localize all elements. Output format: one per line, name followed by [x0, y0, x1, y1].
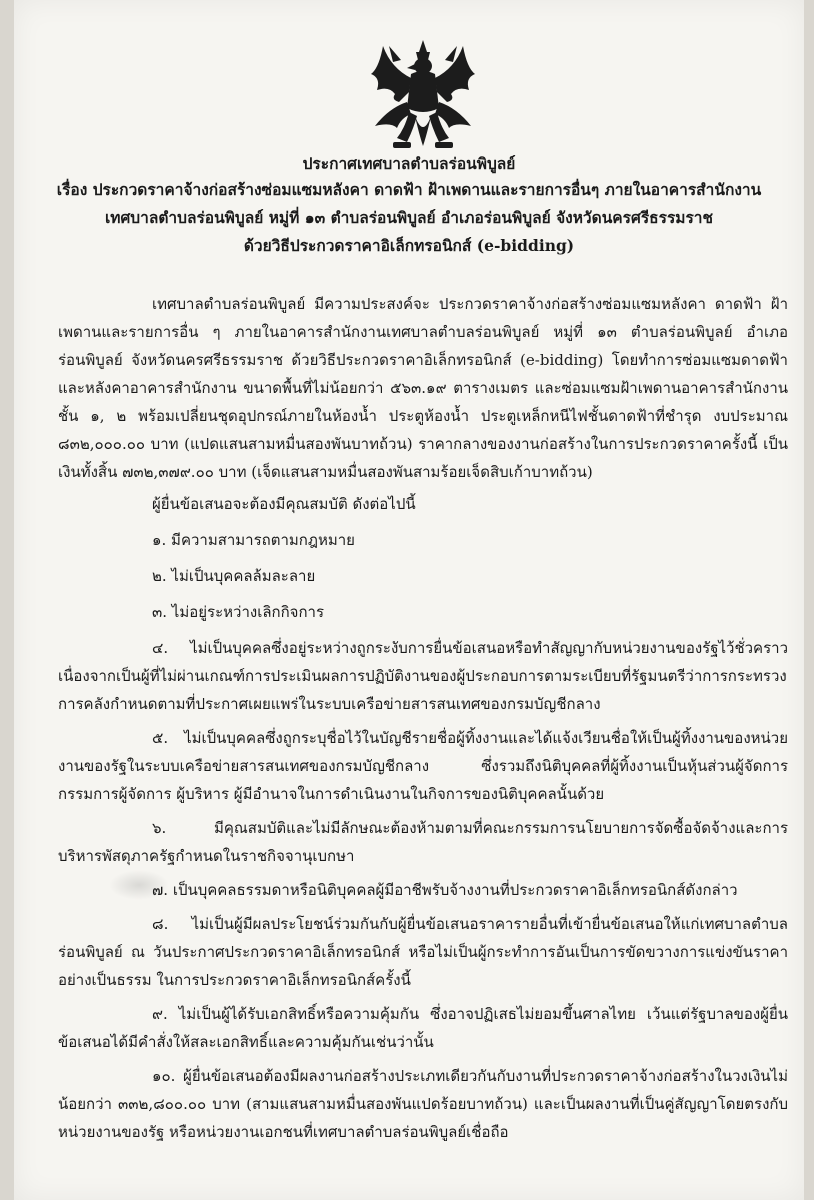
- garuda-emblem-icon: [361, 38, 485, 156]
- qualification-item-6: ๖. มีคุณสมบัติและไม่มีลักษณะต้องห้ามตามที่คณะกรรมการนโยบายการจัดซื้อจัดจ้างและการบริหารพัสดุภาครัฐกำหนดในราชกิจจานุเบกษา: [58, 819, 788, 865]
- qualification-item-7: ๗. เป็นบุคคลธรรมดาหรือนิติบุคคลผู้มีอาชีพรับจ้างงานที่ประกวดราคาอิเล็กทรอนิกส์ดังกล่าว: [152, 881, 738, 899]
- bleed-through-mark: [109, 870, 169, 900]
- intro-paragraph: เทศบาลตำบลร่อนพิบูลย์ มีความประสงค์จะ ประกวดราคาจ้างก่อสร้างซ่อมแซมหลังคา ดาดฟ้า ฝ้าเพดานและรายการอื่น ๆ ภายในอาคารสำนักงานเทศบาลตำบลร่อนพิบูลย์ หมู่ที่ ๑๓ ตำบลร่อนพิบูลย์ อำเภอร่อนพิบูลย์ จังหวัดนครศรีธรรมราช ด้วยวิธีประกวดราคาอิเล็กทรอนิกส์ (e-bidding) โดยทำการซ่อมแซมดาดฟ้าและหลังคาอาคารสำนักงาน ขนาดพื้นที่ไม่น้อยกว่า ๕๖๓.๑๙ ตารางเมตร และซ่อมแซมฝ้าเพดานอาคารสำนักงาน ชั้น ๑, ๒ พร้อมเปลี่ยนชุดอุปกรณ์ภายในห้องน้ำ ประตูห้องน้ำ ประตูเหล็กหนีไฟชั้นดาดฟ้าที่ชำรุด งบประมาณ ๘๓๒,๐๐๐.๐๐ บาท (แปดแสนสามหมื่นสองพันบาทถ้วน) ราคากลางของงานก่อสร้างในการประกวดราคาครั้งนี้ เป็นเงินทั้งสิ้น ๗๓๒,๓๗๙.๐๐ บาท (เจ็ดแสนสามหมื่นสองพันสามร้อยเจ็ดสิบเก้าบาทถ้วน): [58, 295, 788, 481]
- body-section: [58, 290, 788, 1146]
- subject-line-1: เรื่อง ประกวดราคาจ้างก่อสร้างซ่อมแซมหลังคา ดาดฟ้า ฝ้าเพดานและรายการอื่นๆ ภายในอาคารสำนักงาน: [56, 180, 762, 199]
- qualification-item-1: ๑. มีความสามารถตามกฎหมาย: [152, 531, 355, 549]
- announcement-title: ประกาศเทศบาลตำบลร่อนพิบูลย์: [302, 154, 516, 173]
- qualification-item-3: ๓. ไม่อยู่ระหว่างเลิกกิจการ: [152, 603, 325, 621]
- document-page: [14, 0, 804, 1200]
- qualification-item-9: ๙. ไม่เป็นผู้ได้รับเอกสิทธิ์หรือความคุ้มกัน ซึ่งอาจปฏิเสธไม่ยอมขึ้นศาลไทย เว้นแต่รัฐบาลของผู้ยื่นข้อเสนอได้มีคำสั่งให้สละเอกสิทธิ์และความคุ้มกันเช่นว่านั้น: [58, 1005, 788, 1051]
- subject-line-2: เทศบาลตำบลร่อนพิบูลย์ หมู่ที่ ๑๓ ตำบลร่อนพิบูลย์ อำเภอร่อนพิบูลย์ จังหวัดนครศรีธรรมราช: [104, 208, 714, 227]
- qualification-item-4: ๔. ไม่เป็นบุคคลซึ่งอยู่ระหว่างถูกระงับการยื่นข้อเสนอหรือทำสัญญากับหน่วยงานของรัฐไว้ชั่วคราว เนื่องจากเป็นผู้ที่ไม่ผ่านเกณฑ์การประเมินผลการปฏิบัติงานของผู้ประกอบการตามระเบียบที่รัฐมนตรีว่าการกระทรวงการคลังกำหนดตามที่ประกาศเผยแพร่ในระบบเครือข่ายสารสนเทศของกรมบัญชีกลาง: [58, 639, 788, 713]
- qualification-item-5: ๕. ไม่เป็นบุคคลซึ่งถูกระบุชื่อไว้ในบัญชีรายชื่อผู้ทิ้งงานและได้แจ้งเวียนชื่อให้เป็นผู้ทิ้งงานของหน่วยงานของรัฐในระบบเครือข่ายสารสนเทศของกรมบัญชีกลาง ซึ่งรวมถึงนิติบุคคลที่ผู้ทิ้งงานเป็นหุ้นส่วนผู้จัดการ กรรมการผู้จัดการ ผู้บริหาร ผู้มีอำนาจในการดำเนินงานในกิจการของนิติบุคคลนั้นด้วย: [58, 729, 788, 803]
- qualification-item-8: ๘. ไม่เป็นผู้มีผลประโยชน์ร่วมกันกับผู้ยื่นข้อเสนอราคารายอื่นที่เข้ายื่นข้อเสนอให้แก่เทศบาลตำบลร่อนพิบูลย์ ณ วันประกาศประกวดราคาอิเล็กทรอนิกส์ หรือไม่เป็นผู้กระทำการอันเป็นการขัดขวางการแข่งขันราคาอย่างเป็นธรรม ในการประกวดราคาอิเล็กทรอนิกส์ครั้งนี้: [58, 915, 788, 989]
- qualification-intro: ผู้ยื่นข้อเสนอจะต้องมีคุณสมบัติ ดังต่อไปนี้: [152, 495, 416, 513]
- qualification-item-2: ๒. ไม่เป็นบุคคลล้มละลาย: [152, 567, 316, 585]
- qualification-item-10: ๑๐. ผู้ยื่นข้อเสนอต้องมีผลงานก่อสร้างประเภทเดียวกันกับงานที่ประกวดราคาจ้างก่อสร้างในวงเงินไม่น้อยกว่า ๓๓๒,๘๐๐.๐๐ บาท (สามแสนสามหมื่นสองพันแปดร้อยบาทถ้วน) และเป็นผลงานที่เป็นคู่สัญญาโดยตรงกับหน่วยงานของรัฐ หรือหน่วยงานเอกชนที่เทศบาลตำบลร่อนพิบูลย์เชื่อถือ: [58, 1067, 788, 1141]
- subject-line-3: ด้วยวิธีประกวดราคาอิเล็กทรอนิกส์ (e-bidding): [243, 236, 575, 255]
